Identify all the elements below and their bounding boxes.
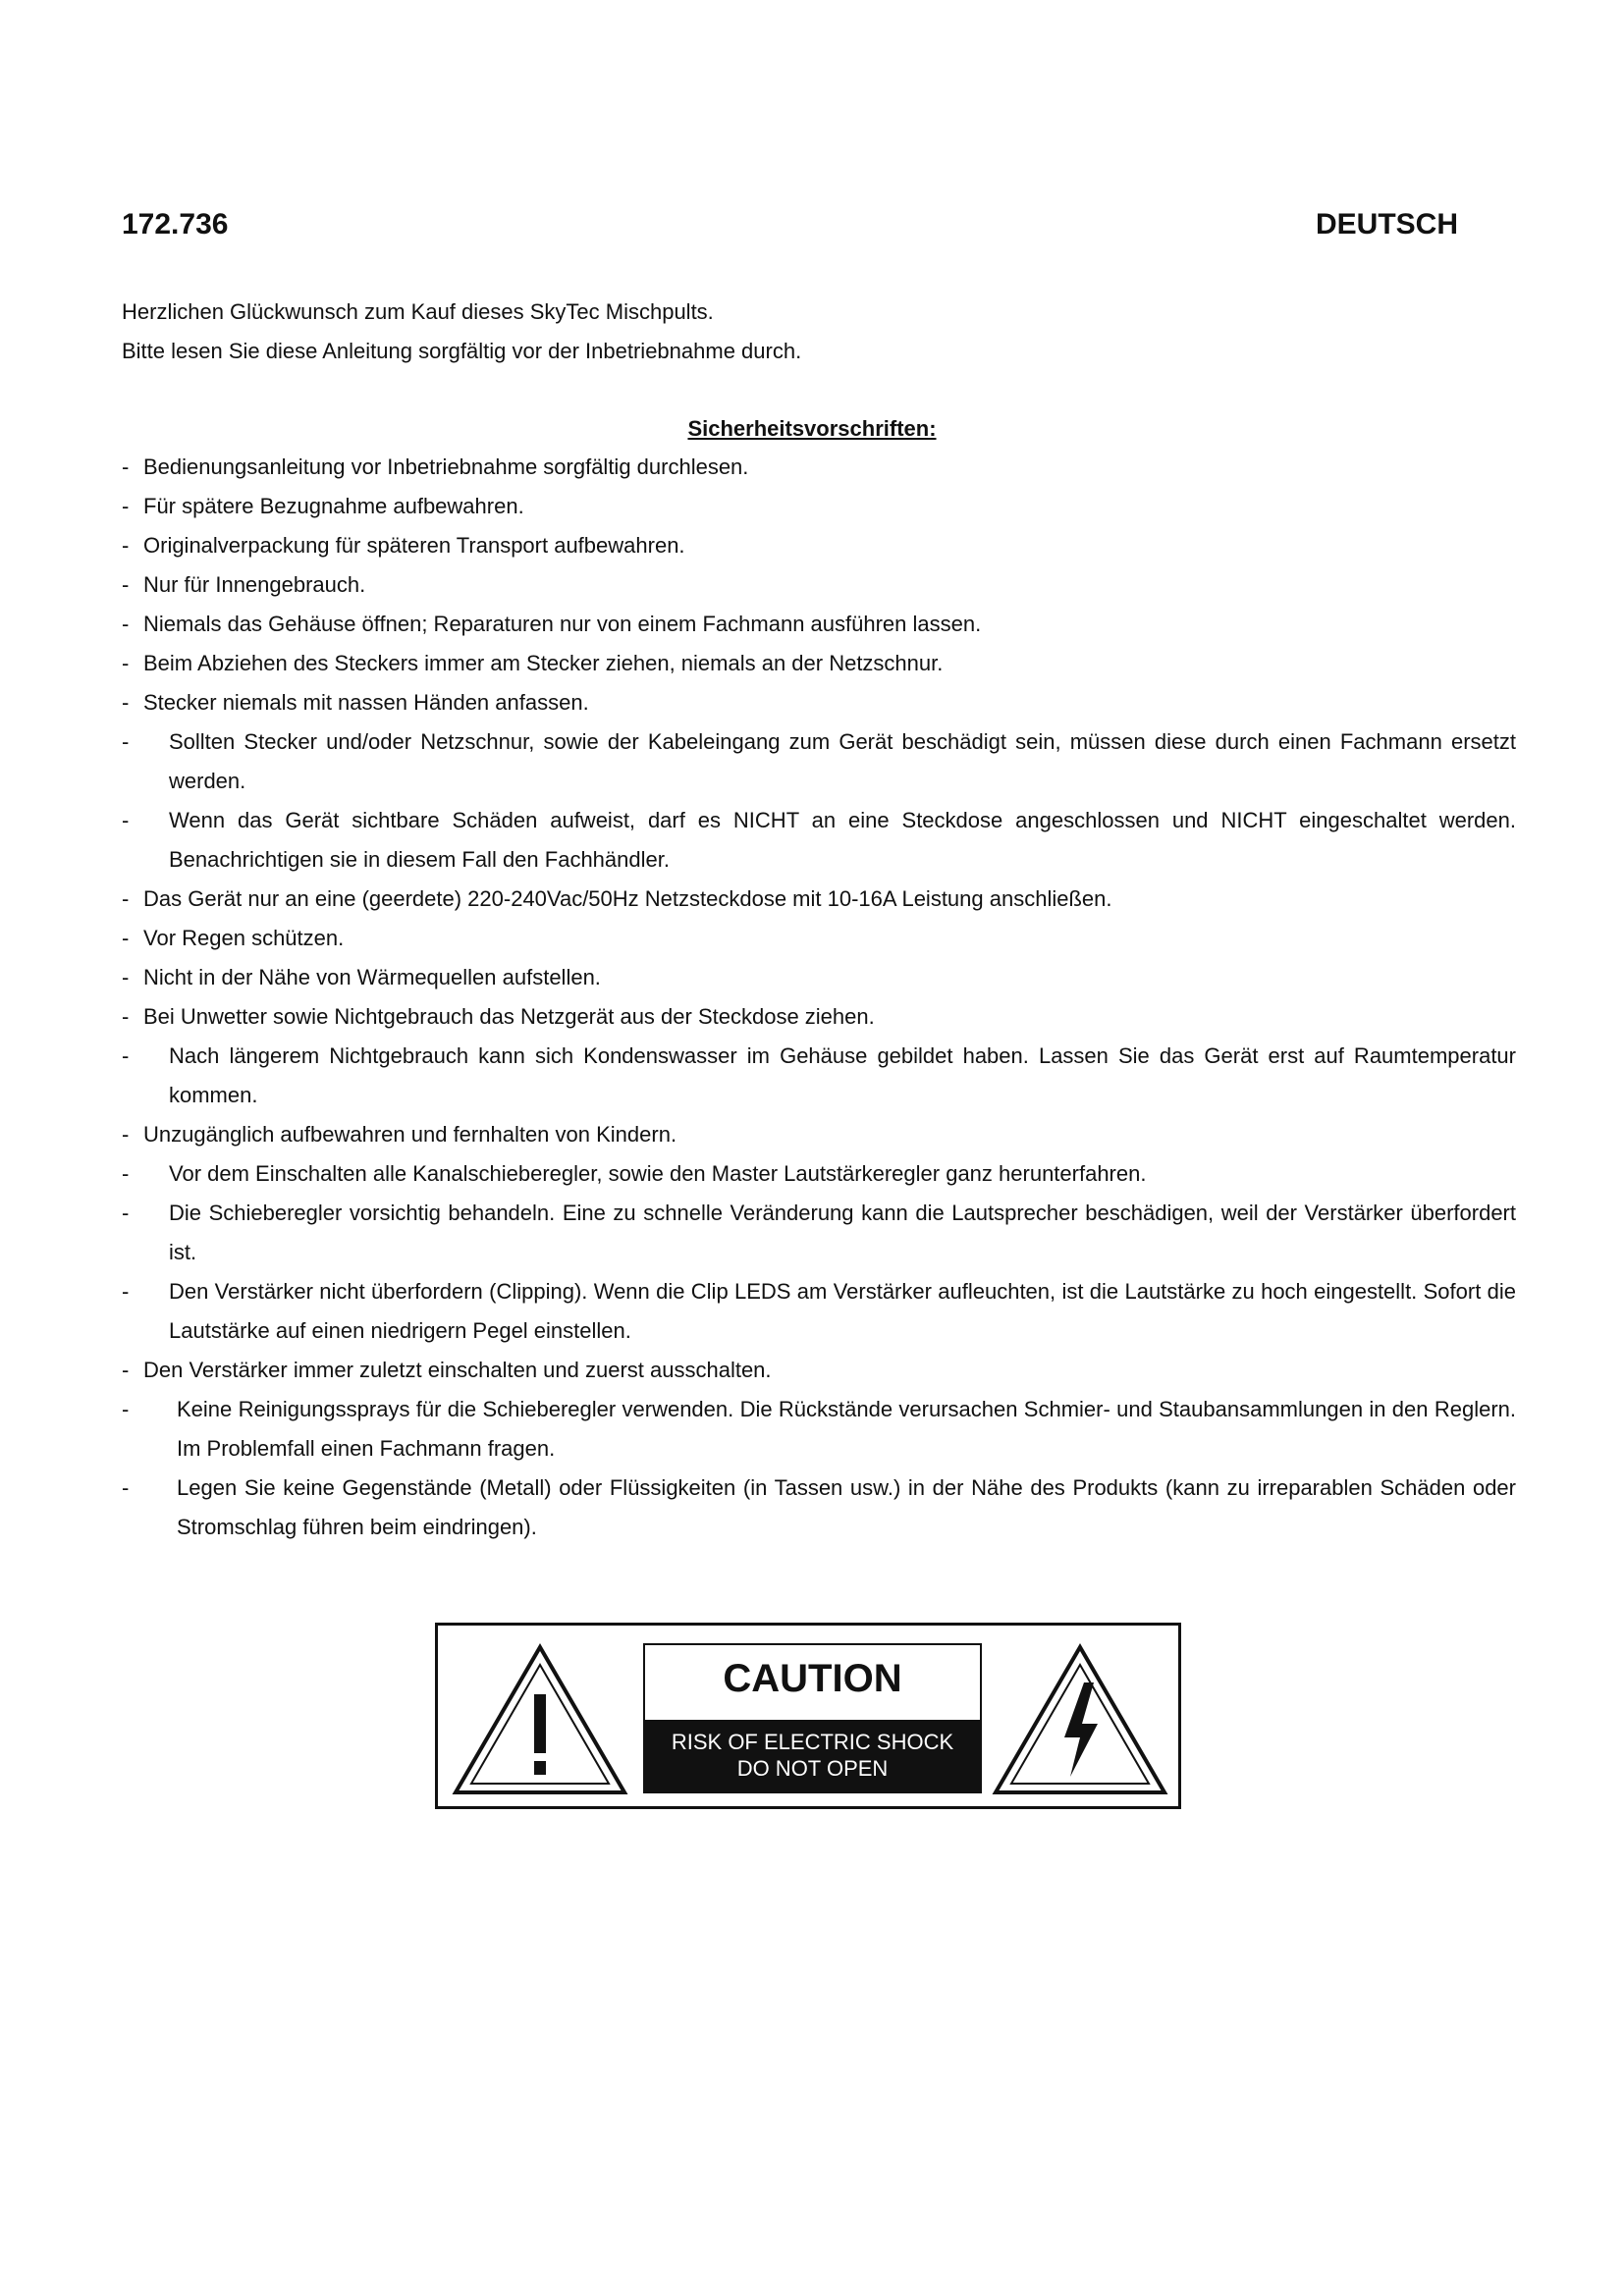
list-item: - Unzugänglich aufbewahren und fernhalten von Kindern. — [122, 1115, 1516, 1154]
bullet-dash: - — [122, 1161, 130, 1186]
intro-line: Herzlichen Glückwunsch zum Kauf dieses SkyTec Mischpults. — [122, 299, 714, 324]
list-item: - Bedienungsanleitung vor Inbetriebnahme sorgfältig durchlesen. — [122, 448, 1516, 487]
list-item: - Das Gerät nur an eine (geerdete) 220-240Vac/50Hz Netzsteckdose mit 10-16A Leistung anschließen. — [122, 880, 1516, 919]
list-item: - Originalverpackung für späteren Transport aufbewahren. — [122, 526, 1516, 565]
list-item: - Nur für Innengebrauch. — [122, 565, 1516, 605]
bullet-dash: - — [122, 1397, 130, 1421]
safety-title: Sicherheitsvorschriften: — [687, 416, 937, 441]
caution-title: CAUTION — [723, 1657, 902, 1700]
bullet-dash: - — [122, 612, 130, 636]
bullet-dash: - — [122, 1004, 130, 1029]
bullet-dash: - — [122, 926, 130, 950]
list-item: - Legen Sie keine Gegenstände (Metall) oder Flüssigkeiten (in Tassen usw.) in der Nähe des Produkts (kann zu irreparablen Schäden oder Stromschlag führen beim eindringen). — [122, 1468, 1516, 1547]
exclamation-triangle-icon — [452, 1643, 628, 1796]
bullet-dash: - — [122, 533, 130, 558]
list-item: - Stecker niemals mit nassen Händen anfassen. — [122, 683, 1516, 722]
bullet-dash: - — [122, 572, 130, 597]
list-item: - Keine Reinigungssprays für die Schieberegler verwenden. Die Rückstände verursachen Schmier- und Staubansammlungen in den Reglern. Im Problemfall einen Fachmann fragen. — [122, 1390, 1516, 1468]
list-item: - Sollten Stecker und/oder Netzschnur, sowie der Kabeleingang zum Gerät beschädigt sein, müssen diese durch einen Fachmann ersetzt werden. — [122, 722, 1516, 801]
intro-text — [122, 293, 801, 371]
list-item: - Den Verstärker immer zuletzt einschalten und zuerst ausschalten. — [122, 1351, 1516, 1390]
list-item: - Nach längerem Nichtgebrauch kann sich Kondenswasser im Gehäuse gebildet haben. Lassen Sie das Gerät erst auf Raumtemperatur kommen. — [122, 1037, 1516, 1115]
caution-line: RISK OF ELECTRIC SHOCK — [671, 1730, 954, 1754]
bullet-dash: - — [122, 1358, 130, 1382]
caution-center-box — [643, 1643, 982, 1793]
list-item: - Vor Regen schützen. — [122, 919, 1516, 958]
list-item: - Beim Abziehen des Steckers immer am Stecker ziehen, niemals an der Netzschnur. — [122, 644, 1516, 683]
list-item: - Wenn das Gerät sichtbare Schäden aufweist, darf es NICHT an eine Steckdose angeschlossen und NICHT eingeschaltet werden. Benachrichtigen sie in diesem Fall den Fachhändler. — [122, 801, 1516, 880]
bullet-dash: - — [122, 886, 130, 911]
list-item: - Für spätere Bezugnahme aufbewahren. — [122, 487, 1516, 526]
list-item: - Die Schieberegler vorsichtig behandeln. Eine zu schnelle Veränderung kann die Lautsprecher beschädigen, weil der Verstärker überfordert ist. — [122, 1194, 1516, 1272]
intro-line: Bitte lesen Sie diese Anleitung sorgfältig vor der Inbetriebnahme durch. — [122, 339, 802, 363]
bullet-dash: - — [122, 454, 130, 479]
bullet-dash: - — [122, 1201, 130, 1225]
bullet-dash: - — [122, 494, 130, 518]
document-code: 172.736 — [122, 208, 229, 240]
bullet-dash: - — [122, 651, 130, 675]
safety-list — [122, 448, 1516, 1547]
list-item: - Niemals das Gehäuse öffnen; Reparaturen nur von einem Fachmann ausführen lassen. — [122, 605, 1516, 644]
lightning-triangle-icon — [992, 1643, 1168, 1796]
bullet-dash: - — [122, 690, 130, 715]
bullet-dash: - — [122, 1043, 130, 1068]
bullet-dash: - — [122, 1475, 130, 1500]
caution-label — [435, 1623, 1181, 1809]
list-item: - Den Verstärker nicht überfordern (Clipping). Wenn die Clip LEDS am Verstärker aufleuchten, ist die Lautstärke zu hoch eingestellt. Sofort die Lautstärke auf einen niedrigern Pegel einstellen. — [122, 1272, 1516, 1351]
bullet-dash: - — [122, 1122, 130, 1147]
caution-line: DO NOT OPEN — [736, 1756, 889, 1781]
caution-warning-band — [645, 1720, 980, 1791]
bullet-dash: - — [122, 808, 130, 832]
bullet-dash: - — [122, 729, 130, 754]
list-item: - Nicht in der Nähe von Wärmequellen aufstellen. — [122, 958, 1516, 997]
document-language: DEUTSCH — [1316, 208, 1459, 240]
bullet-dash: - — [122, 965, 130, 989]
list-item: - Bei Unwetter sowie Nichtgebrauch das Netzgerät aus der Steckdose ziehen. — [122, 997, 1516, 1037]
list-item: - Vor dem Einschalten alle Kanalschieberegler, sowie den Master Lautstärkeregler ganz herunterfahren. — [122, 1154, 1516, 1194]
bullet-dash: - — [122, 1279, 130, 1304]
